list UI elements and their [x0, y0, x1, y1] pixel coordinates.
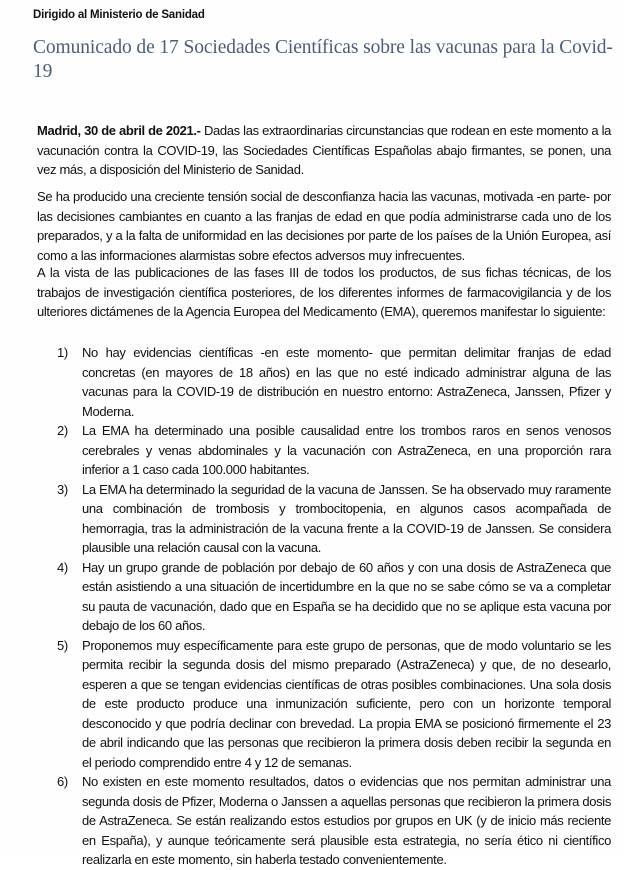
intro-text: Dadas las extraordinarias circunstancias que rodean en este momento a la vacunación contra la COVID-19, las Sociedades Científicas Españolas abajo firmantes, se ponen, una vez más, a disposición del Ministerio de Sanidad.: [37, 123, 612, 177]
item-text: No existen en este momento resultados, datos o evidencias que nos permitan administrar una segunda dosis de Pfizer, Moderna o Janssen a aquellas personas que recibieron la primera dosis de AstraZeneca. Se están realizando estos estudios por grupos en UK (y de inicio más reciente en España), y aunque teóricamente será plausible esta estrategia, no sería ético ni científico realizarla en este momento, sin haberla testado convenientemente.: [82, 774, 611, 867]
statement-paragraph: A la vista de las publicaciones de las fases III de todos los productos, de sus fichas técnicas, de los trabajos de investigación científica posteriores, de los diferentes informes de farmacovigilancia y de los ulteriores dictámenes de la Agencia Europea del Medicamento (EMA), queremos manifestar lo siguiente:: [37, 265, 611, 319]
list-item: [37, 421, 611, 480]
item-number: 4): [57, 559, 68, 575]
item-text: La EMA ha determinado la seguridad de la vacuna de Janssen. Se ha observado muy raramente una combinación de trombosis y trombocitopenia, en algunos casos acompañada de hemorragia, tras la administración de la vacuna frente a la COVID-19 de Janssen. Se considera plausible una relación causal con la vacuna.: [82, 481, 611, 555]
list-item: [37, 480, 611, 558]
item-text: Hay un grupo grande de población por debajo de 60 años y con una dosis de AstraZeneca que están asistiendo a una situación de incertidumbre en la que no se sabe cómo se va a completar su pauta de vacunación, dado que en España se ha decidido que no se aplique esta vacuna por debajo de los 60 años.: [82, 559, 611, 633]
list-item: [37, 558, 611, 636]
dateline: Madrid, 30 de abril de 2021.-: [37, 123, 201, 138]
item-text: Proponemos muy específicamente para este grupo de personas, que de modo voluntario se les permita recibir la segunda dosis del mismo preparado (AstraZeneca) y que, de no desearlo, esperen a que se tengan evidencias científicas de otras posibles combinaciones. Una sola dosis de este producto produce una inmunización suficiente, pero con un horizonte temporal desconocido y que podría declinar con brevedad. La propia EMA se posicionó firmemente el 23 de abril indicando que las personas que recibieron la primera dosis deben recibir la segunda en el periodo comprendido entre 4 y 12 de semanas.: [82, 637, 611, 770]
item-number: 5): [57, 637, 68, 653]
item-number: 3): [57, 481, 68, 497]
item-number: 1): [57, 345, 68, 360]
addressee-header: Dirigido al Ministerio de Sanidad: [33, 9, 205, 21]
intro-paragraph: [37, 121, 611, 180]
numbered-points-list: [37, 343, 611, 870]
item-number: 6): [57, 774, 68, 789]
context-paragraph: Se ha producido una creciente tensión social de desconfianza hacia las vacunas, motivada -en parte- por las decisiones cambiantes en cuanto a las franjas de edad en que podía administrarse cada uno de los preparados, y a la falta de uniformidad en las decisiones por parte de los países de la Unión Europea, así como a las informaciones alarmistas sobre efectos adversos muy infrecuentes.: [37, 189, 611, 263]
list-item: [37, 772, 611, 870]
item-text: No hay evidencias científicas -en este momento- que permitan delimitar franjas de edad concretas (en mayores de 18 años) en las que no esté indicado administrar alguna de las vacunas para la COVID-19 de distribución en nuestro entorno: AstraZeneca, Janssen, Pfizer y Moderna.: [82, 345, 611, 419]
item-number: 2): [57, 423, 68, 438]
list-item: [37, 343, 611, 421]
document-title: Comunicado de 17 Sociedades Científicas sobre las vacunas para la Covid-19: [33, 37, 613, 82]
list-item: [37, 636, 611, 773]
item-text: La EMA ha determinado una posible causalidad entre los trombos raros en senos venosos cerebrales y venas abdominales y la vacunación con AstraZeneca, en una proporción rara inferior a 1 caso cada 100.000 habitantes.: [82, 423, 611, 477]
